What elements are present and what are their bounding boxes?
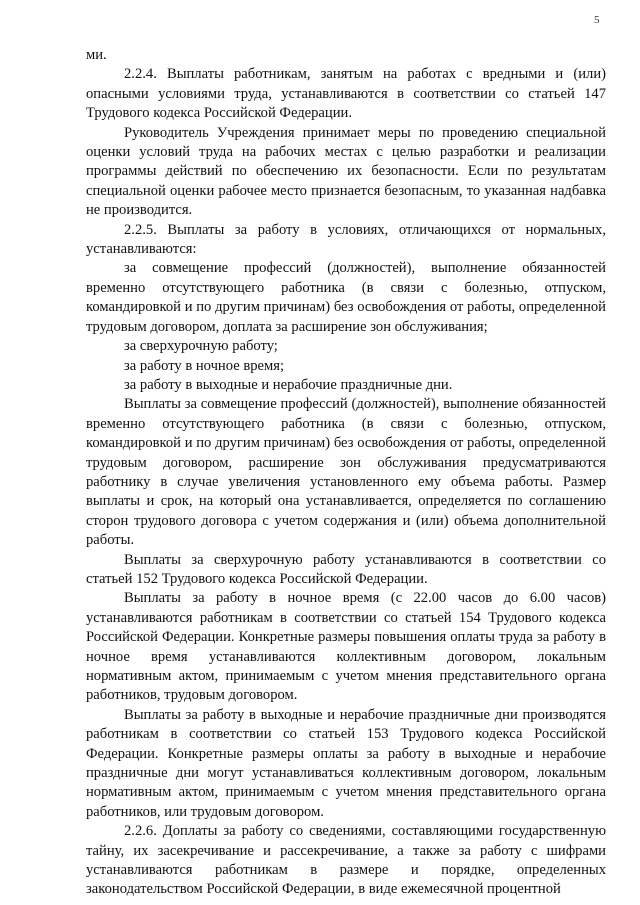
paragraph-night-payments: Выплаты за работу в ночное время (с 22.00 часов до 6.00 часов) устанавливаются работникам в соответствии со статьей 154 Трудового кодекса Российской Федерации. Конкретные размеры повышения оплаты труда за работу в ночное время устанавливаются коллективным договором, локальным нормативным актом, принимаемым с учетом мнения представительного органа работников, трудовым договором. (86, 590, 606, 704)
paragraph-holiday-payments: Выплаты за работу в выходные и нерабочие праздничные дни производятся работникам в соответствии со статьей 153 Трудового кодекса Российской Федерации. Конкретные размеры оплаты за работу в выходные и нерабочие праздничные дни могут устанавливаться коллективным договором, локальным нормативным актом, принимаемым с учетом мнения представительного органа работников, или трудовым договором. (86, 706, 606, 820)
list-item-combination: за совмещение профессий (должностей), выполнение обязанностей временно отсутствующего работника (в связи с болезнью, отпуском, командировкой и по другим причинам) без освобождения от работы, определенной трудовым договором, доплата за расширение зон обслуживания; (86, 260, 606, 335)
paragraph-overtime-payments: Выплаты за сверхурочную работу устанавливаются в соответствии со статьей 152 Трудового кодекса Российской Федерации. (86, 551, 606, 587)
paragraph-2-2-6: 2.2.6. Доплаты за работу со сведениями, составляющими государственную тайну, их засекречивание и рассекречивание, а также за работу с шифрами устанавливаются работникам в размере и порядке, определенных законодательством Российской Федерации, в виде ежемесячной процентной (86, 823, 606, 898)
paragraph-special-assessment: Руководитель Учреждения принимает меры по проведению специальной оценки условий труда на рабочих местах с целью разработки и реализации программы действий по обеспечению их безопасности. Если по результатам специальной оценки рабочее место признается безопасным, то указанная надбавка не производится. (86, 124, 606, 219)
list-item-holidays: за работу в выходные и нерабочие праздничные дни. (124, 376, 453, 393)
list-item-overtime: за сверхурочную работу; (124, 338, 278, 355)
document-body (86, 46, 606, 900)
list-item-night: за работу в ночное время; (124, 357, 285, 374)
paragraph-2-2-4: 2.2.4. Выплаты работникам, занятым на работах с вредными и (или) опасными условиями труда, устанавливаются в соответствии со статьей 147 Трудового кодекса Российской Федерации. (86, 66, 606, 122)
paragraph-combination-payments: Выплаты за совмещение профессий (должностей), выполнение обязанностей временно отсутствующего работника (в связи с болезнью, отпуском, командировкой и по другим причинам) без освобождения от работы, определенной трудовым договором, расширение зон обслуживания предусматриваются работнику в случае увеличения установленного ему объема работы. Размер выплаты и срок, на который она устанавливается, определяется по соглашению сторон трудового договора с учетом содержания и (или) объема дополнительной работы. (86, 396, 606, 549)
paragraph-continuation: ми. (86, 47, 107, 63)
paragraph-2-2-5: 2.2.5. Выплаты за работу в условиях, отличающихся от нормальных, устанавливаются: (86, 221, 606, 258)
page-number: 5 (594, 14, 600, 26)
